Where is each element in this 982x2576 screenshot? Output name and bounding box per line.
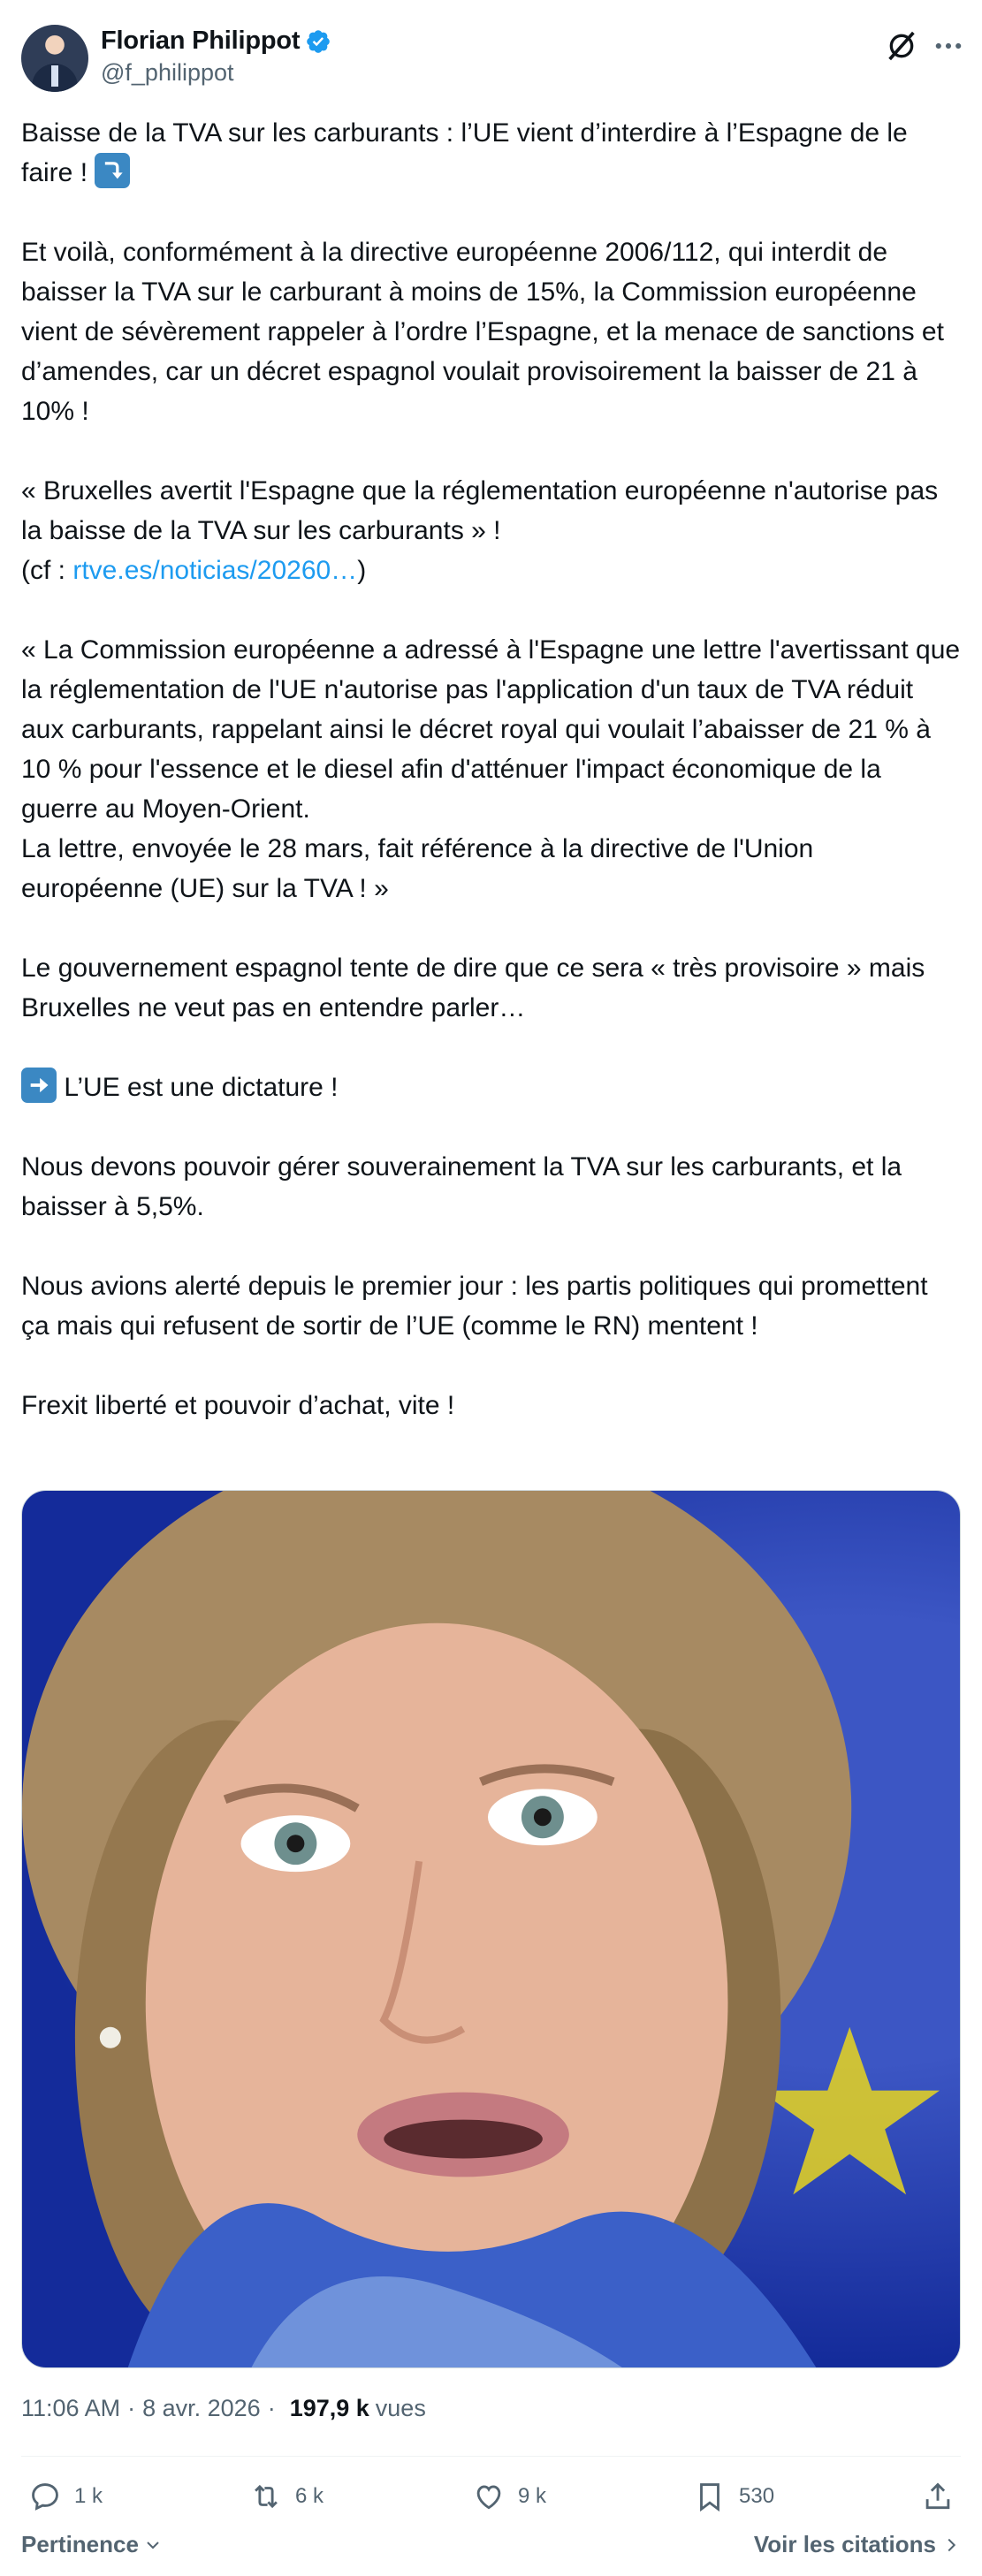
right-arrow-curving-down-emoji-icon (95, 153, 130, 188)
grok-icon[interactable] (884, 28, 919, 64)
tweet-header (21, 21, 961, 95)
tweet-photo[interactable] (21, 1490, 961, 2368)
views-label: vues (375, 2395, 426, 2421)
view-quotes-label: Voir les citations (753, 2531, 936, 2557)
author-display-name[interactable]: Florian Philippot (101, 27, 301, 55)
verified-badge-icon (305, 28, 331, 55)
tweet-paragraph: Nous avions alerté depuis le premier jour : les partis politiques qui promettent ça mais qui refusent de sortir de l’UE (comme le RN) mentent ! (21, 1272, 928, 1341)
sort-label: Pertinence (21, 2531, 139, 2557)
portrait-image (22, 1491, 960, 2367)
chevron-right-icon (941, 2535, 961, 2555)
bookmark-icon (693, 2480, 727, 2513)
action-bar (21, 2473, 961, 2526)
tweet-paragraph: Nous devons pouvoir gérer souverainement la TVA sur les carburants, et la baisser à 5,5%. (21, 1152, 902, 1221)
eu-star-shape (759, 2027, 940, 2195)
tweet-paragraph: Frexit liberté et pouvoir d’achat, vite ! (21, 1391, 455, 1420)
tweet-date[interactable]: 8 avr. 2026 (142, 2395, 261, 2421)
chevron-down-icon (142, 2534, 164, 2556)
reply-count: 1 k (74, 2484, 103, 2508)
heart-icon (472, 2480, 506, 2513)
tweet-paragraph: Le gouvernement espagnol tente de dire que ce sera « très provisoire » mais Bruxelles ne veut pas en entendre parler… (21, 954, 925, 1022)
avatar[interactable] (21, 25, 88, 92)
tweet-text (21, 113, 961, 1425)
more-options-icon[interactable] (933, 34, 963, 58)
replies-footer (21, 2531, 961, 2566)
reply-icon (28, 2480, 62, 2513)
repost-button[interactable] (249, 2480, 324, 2513)
view-quotes-link[interactable] (754, 2531, 961, 2558)
tweet-time[interactable]: 11:06 AM (21, 2395, 121, 2421)
like-button[interactable] (472, 2480, 546, 2513)
repost-count: 6 k (295, 2484, 324, 2508)
right-arrow-emoji-icon (21, 1068, 57, 1103)
views-count: 197,9 k (289, 2395, 369, 2421)
author-info (101, 27, 331, 87)
tweet-paragraph: Et voilà, conformément à la directive européenne 2006/112, qui interdit de baisser la TVA sur le carburant à moins de 15%, la Commission européenne vient de sévèrement rappeler à l’ordre l’Espagne, et la menace de sanctions et d’amendes, car un décret espagnol voulait provisoirement la baisser de 21 à 10% ! (21, 238, 944, 426)
divider (21, 2456, 961, 2457)
tweet-paragraph: L’UE est une dictature ! (21, 1068, 961, 1107)
meta-separator: · (127, 2395, 136, 2421)
tweet-meta (21, 2395, 426, 2422)
like-count: 9 k (518, 2484, 547, 2508)
repost-icon (249, 2480, 283, 2513)
tweet-paragraph: Baisse de la TVA sur les carburants : l’UE vient d’interdire à l’Espagne de le faire ! (21, 118, 908, 187)
tweet-paragraph: « Bruxelles avertit l'Espagne que la réglementation européenne n'autorise pas la baisse de la TVA sur les carburants » ! (cf : rtve.es/noticias/20260…) (21, 476, 939, 585)
bookmark-button[interactable] (693, 2480, 774, 2513)
author-handle[interactable]: @f_philippot (101, 59, 234, 86)
meta-separator: · (267, 2395, 276, 2421)
share-icon[interactable] (921, 2480, 955, 2513)
sort-dropdown[interactable] (21, 2531, 164, 2558)
tweet-paragraph: « La Commission européenne a adressé à l'Espagne une lettre l'avertissant que la réglementation de l'UE n'autorise pas l'application d'un taux de TVA réduit aux carburants, rappelant ainsi le décret royal qui voulait l’abaisser de 21 % à 10 % pour l'essence et le diesel afin d'atténuer l'impact économique de la guerre au Moyen-Orient. La lettre, envoyée le 28 mars, fait référence à la directive de l'Union européenne (UE) sur la TVA ! » (21, 635, 961, 903)
bookmark-count: 530 (739, 2484, 775, 2508)
article-link[interactable]: rtve.es/noticias/20260… (72, 556, 358, 585)
reply-button[interactable] (28, 2480, 103, 2513)
